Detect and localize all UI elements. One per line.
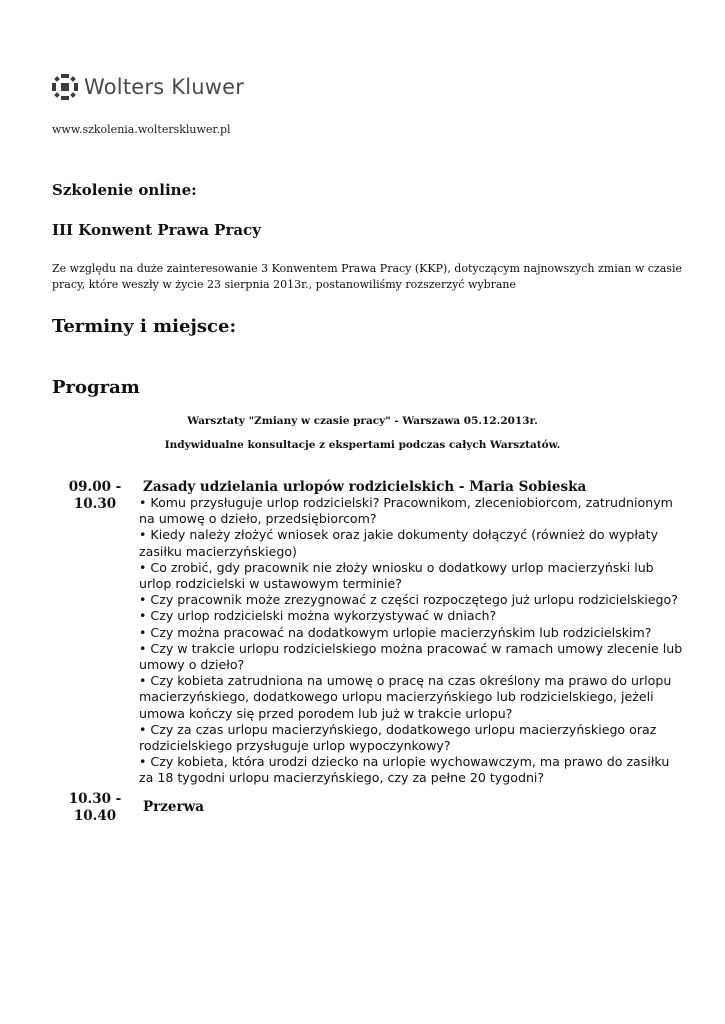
heading-konwent: III Konwent Prawa Pracy: [52, 221, 261, 239]
session-bullets: [139, 495, 684, 787]
bullet-item: • Komu przysługuje urlop rodzicielski? Pracownikom, zleceniobiorcom, zatrudnionym na umowę o dzieło, przedsiębiorcom?: [139, 495, 673, 527]
heading-terminy: Terminy i miejsce:: [52, 316, 237, 337]
bullet-item: • Kiedy należy złożyć wniosek oraz jakie dokumenty dołączyć (również do wypłaty zasiłku macierzyńskiego): [139, 527, 659, 559]
warsztaty-line: Warsztaty "Zmiany w czasie pracy" - Warszawa 05.12.2013r.: [187, 415, 538, 427]
session-time-start: 10.30 -: [68, 791, 122, 807]
session-title-break: Przerwa: [143, 799, 205, 815]
konsultacje-line: Indywidualne konsultacje z ekspertami podczas całych Warsztatów.: [164, 439, 561, 451]
intro-paragraph: Ze względu na duże zainteresowanie 3 Konwentem Prawa Pracy (KKP), dotyczącym najnowszych zmian w czasie pracy, które weszły w życie 23 sierpnia 2013r., postanowiliśmy rozszerzyć wybrane: [52, 262, 682, 291]
session-time: [60, 479, 130, 513]
session-time-start: 09.00 -: [68, 479, 122, 495]
bullet-item: • Czy kobieta zatrudniona na umowę o pracę na czas określony ma prawo do urlopu macierzyńskiego, dodatkowego urlopu macierzyńskiego lub rodzicielskiego, jeżeli umowa kończy się przed porodem lub już w trakcie urlopu?: [139, 673, 672, 721]
bullet-item: • Czy za czas urlopu macierzyńskiego, dodatkowego urlopu macierzyńskiego oraz rodzicielskiego przysługuje urlop wypoczynkowy?: [139, 721, 657, 754]
logo: [52, 70, 244, 104]
bullet-item: • Czy urlop rodzicielski można wykorzystywać w dniach?: [139, 608, 497, 624]
session-time-end: 10.30: [73, 496, 117, 512]
bullet-item: • Czy kobieta, która urodzi dziecko na urlopie wychowawczym, ma prawo do zasiłku za 18 tygodni urlopu macierzyńskiego, czy za pełne 20 tygodni?: [139, 754, 670, 786]
wolters-kluwer-logo-icon: [52, 74, 78, 100]
heading-online: Szkolenie online:: [52, 181, 197, 199]
site-url: www.szkolenia.wolterskluwer.pl: [52, 123, 231, 136]
logo-text: Wolters Kluwer: [84, 75, 245, 99]
bullet-item: • Co zrobić, gdy pracownik nie złoży wniosku o dodatkowy urlop macierzyński lub urlop rodzicielski w ustawowym terminie?: [139, 559, 654, 592]
heading-program: Program: [52, 377, 140, 398]
session-time: [60, 791, 130, 825]
bullet-item: • Czy pracownik może zrezygnować z części rozpoczętego już urlopu rodzicielskiego?: [139, 592, 678, 608]
session-title: Zasady udzielania urlopów rodzicielskich - Maria Sobieska: [143, 479, 587, 495]
bullet-item: • Czy można pracować na dodatkowym urlopie macierzyńskim lub rodzicielskim?: [139, 624, 652, 640]
bullet-item: • Czy w trakcie urlopu rodzicielskiego można pracować w ramach umowy zlecenie lub umowy o dzieło?: [139, 640, 683, 673]
session-time-end: 10.40: [73, 808, 117, 824]
